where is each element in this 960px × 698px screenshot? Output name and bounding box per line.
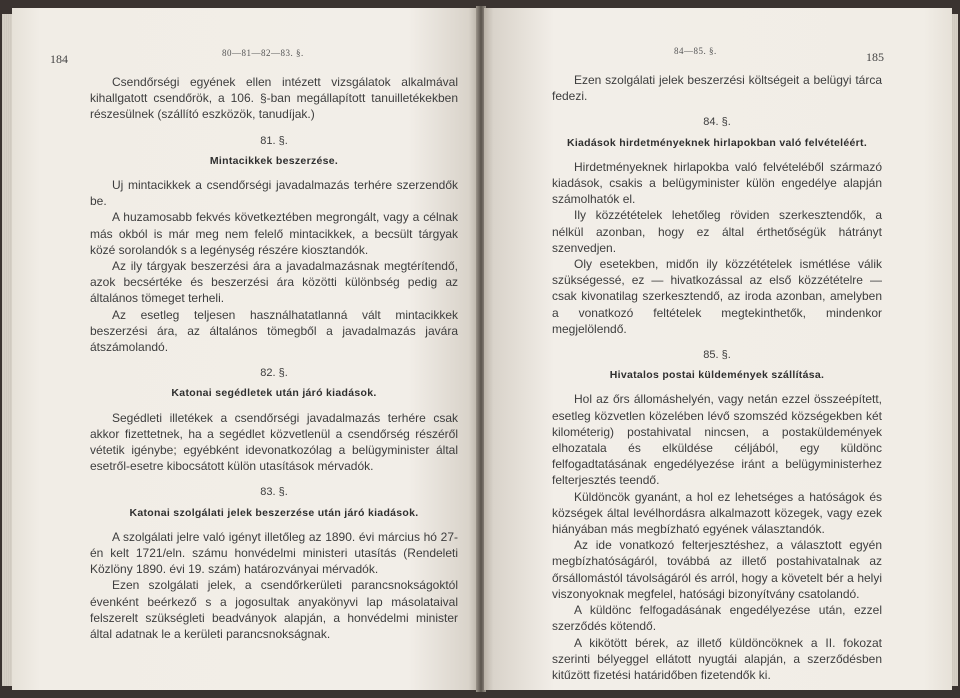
- paragraph: Oly esetekben, midőn ily közzétételek ismétlése válik szükségessé, ez — hivatkozással az első közzétételre — csak kivonatilag szerkesztendő, az iroda azonban, amelyben a vonatkozó feltételek megtekinthetők, mindenkor megjelölendő.: [552, 257, 882, 336]
- section-title: Mintacikkek beszerzése.: [209, 154, 339, 167]
- paragraph: Az ily tárgyak beszerzési ára a javadalmazásnak megtérítendő, azok becsértéke és beszerzési ára közötti különbség pedig az általános tömeget terheli.: [90, 259, 458, 306]
- paragraph: Az ide vonatkozó felterjesztéshez, a választott egyén megbízhatóságáról, továbbá az illető postahivatalnak az őrsállomástól távolságáról és arról, hogy a követelt bér a helyi viszonyoknak megfelel, hatósági bizonyítvány csatolandó.: [552, 538, 882, 601]
- paragraph: Küldöncök gyanánt, a hol ez lehetséges a hatóságok és községek által levélhordásra alkalmazott közegek, vagy ezek hiányában más megbízható egyének választandók.: [552, 489, 882, 537]
- paragraph: Segédleti illetékek a csendőrségi javadalmazás terhére csak akkor fizettetnek, ha a segédlet közvetlenül a csendőrség részéről vétetik igénybe; egyébként idevonatkozólag a belügyminister által esetről-esetre kibocsátott külön utasítások mérvadók.: [90, 410, 458, 474]
- right-page-header: 84—85. §.: [674, 46, 717, 56]
- left-page-body: [90, 74, 458, 642]
- paragraph: Hol az őrs állomáshelyén, vagy netán ezzel összeépített, esetleg közvetlen közelében lévő szomszéd községekben két kilométerig) postahivatal nincsen, a postaküldemények elhozatala és elküldése céljából, egy küldönc felfogadtatásának engedélyezése iránt a belügyministerhez felterjesztés teendő.: [552, 392, 882, 488]
- section-title: Kiadások hirdetményeknek hirlapokban való felvételéért.: [566, 136, 868, 149]
- paragraph: Uj mintacikkek a csendőrségi javadalmazás terhére szerzendők be.: [90, 178, 458, 209]
- left-page-number: 184: [50, 52, 68, 66]
- section-title: Hivatalos postai küldemények szállítása.: [609, 369, 825, 382]
- paragraph: Ezen szolgálati jelek, a csendőrkerületi parancsnokságoktól évenként beérkező s a jogosultak anyakönyvi lap másolataival felszerelt szükségleti beadványok alapján, a honvédelmi minister által adatnak le a kerületi parancsnokságnak.: [90, 578, 458, 642]
- paragraph: Az esetleg teljesen használhatatlanná vált mintacikkek beszerzési ára, az általános tömegből a javadalmazás javára átszámolandó.: [90, 307, 458, 355]
- paragraph: Hirdetményeknek hirlapokba való felvételéből származó kiadások, csakis a belügyminister külön engedélye alapján számolhatók el.: [552, 159, 882, 207]
- section-title: Katonai szolgálati jelek beszerzése után járó kiadások.: [129, 506, 419, 519]
- section-number: 84. §.: [703, 116, 731, 129]
- section-title: Katonai segédletek után járó kiadások.: [171, 387, 377, 400]
- paragraph: Ezen szolgálati jelek beszerzési költségeit a belügyi tárca fedezi.: [552, 73, 882, 104]
- section-number: 85. §.: [703, 349, 731, 362]
- paragraph: A kikötött bérek, az illető küldöncöknek a II. fokozat szerinti bélyeggel ellátott nyugtái alapján, a szerződésben kitűzött fizetési határidőben fizetendők ki.: [552, 635, 882, 682]
- left-page: [12, 8, 478, 690]
- right-page: [484, 8, 952, 690]
- paragraph: Ily közzétételek lehetőleg röviden szerkesztendők, a nélkül azonban, hogy ez által érthetőségük hátrányt szenvedjen.: [552, 208, 882, 255]
- paragraph: Csendőrségi egyének ellen intézett vizsgálatok alkalmával kihallgatott csendőrök, a 106. §-ban megállapított tanuilletékekben részesülnek (szállító eszközök, tanudíjak.): [90, 75, 458, 122]
- section-number: 83. §.: [260, 486, 288, 499]
- right-page-number: 185: [866, 50, 884, 64]
- section-number: 82. §.: [260, 367, 288, 380]
- left-page-header: 80—81—82—83. §.: [222, 48, 304, 58]
- section-number: 81. §.: [260, 134, 288, 147]
- paragraph: A küldönc felfogadásának engedélyezése után, ezzel szerződés kötendő.: [552, 603, 882, 634]
- paragraph: A huzamosabb fekvés következtében megrongált, vagy a célnak más okból is már meg nem felelő mintacikkek, a becsült tárgyak közé sorolandók s a legénység részére kiosztandók.: [90, 210, 458, 257]
- right-page-body: [552, 72, 882, 683]
- paragraph: A szolgálati jelre való igényt illetőleg az 1890. évi március hó 27-én kelt 1721/eln. számu honvédelmi ministeri utasítás (Rendeleti Közlöny 1890. évi 19. szám) határozványai mérvadók.: [90, 529, 458, 577]
